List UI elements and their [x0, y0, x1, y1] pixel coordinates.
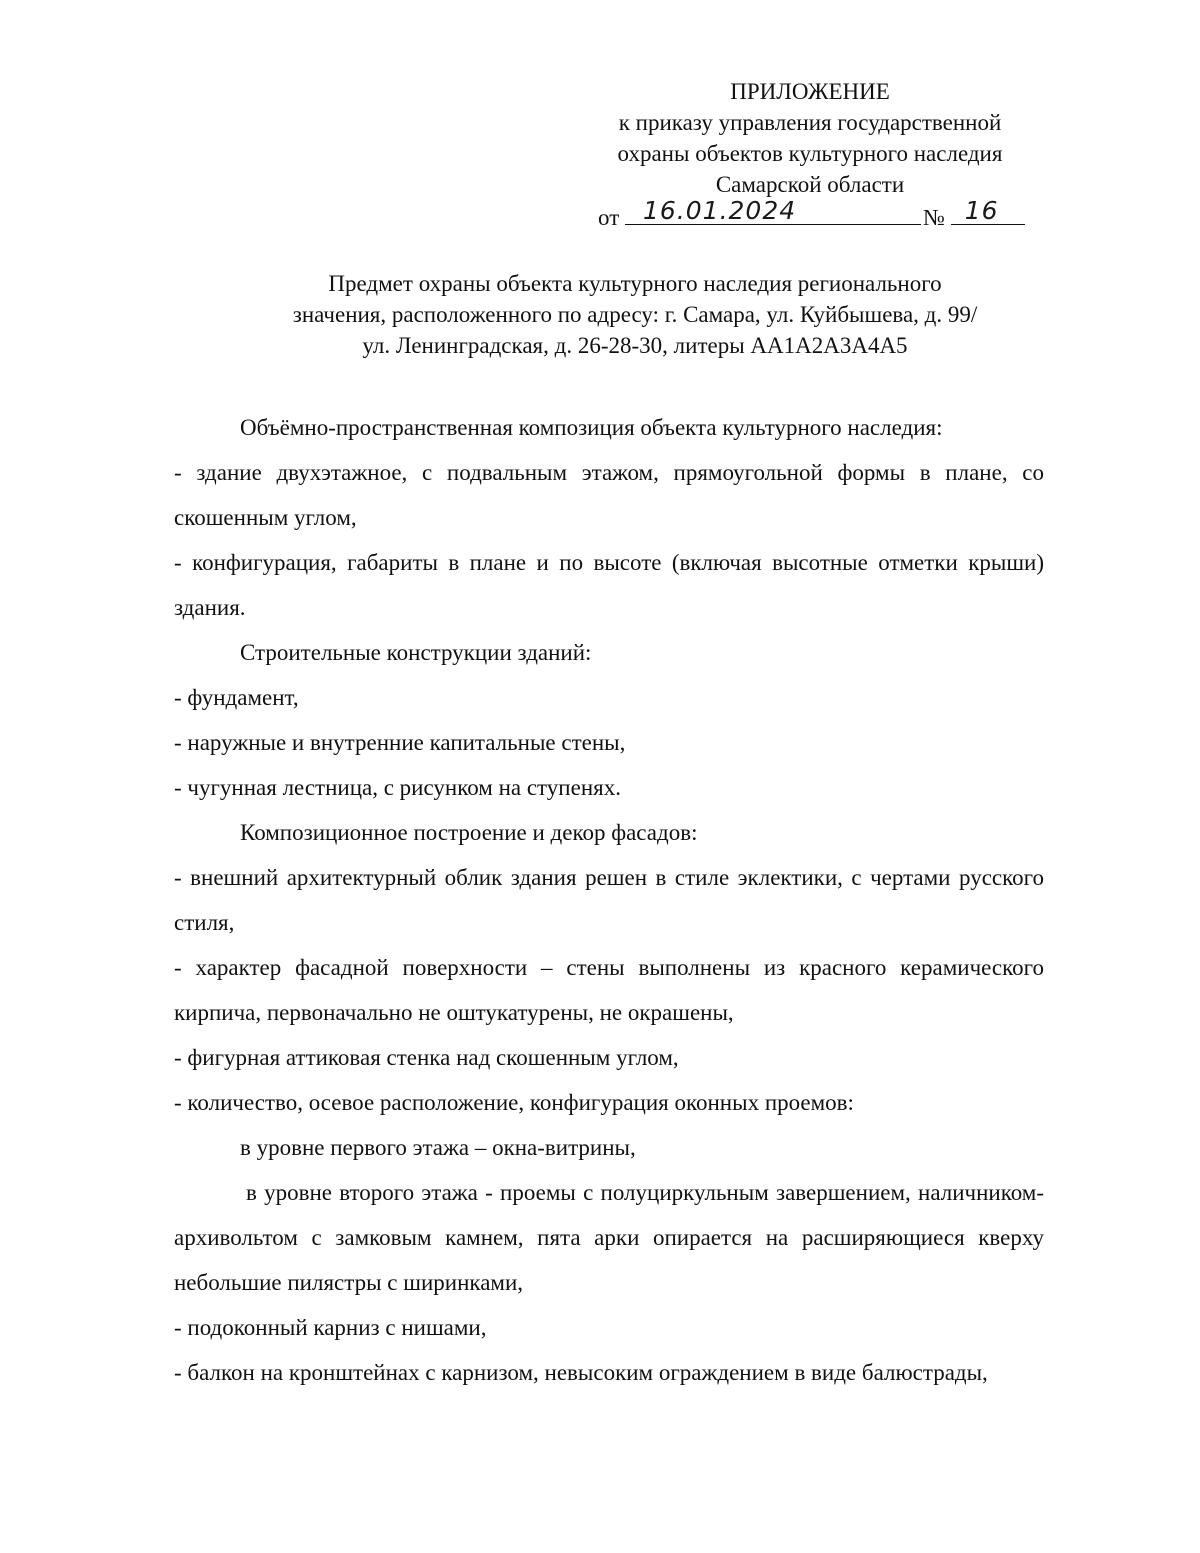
list-item: - конфигурация, габариты в плане и по высоте (включая высотные отметки крыши) здания. [174, 550, 1044, 620]
sub-item-first-floor: в уровне первого этажа – окна-витрины, [240, 1135, 636, 1160]
list-item: - внешний архитектурный облик здания решен в стиле эклектики, с чертами русского стиля, [174, 865, 1044, 935]
section-heading-facades: Композиционное построение и декор фасадов: [240, 820, 698, 845]
list-item: - подоконный карниз с нишами, [174, 1315, 487, 1340]
document-title [170, 268, 1100, 361]
number-field [951, 196, 1025, 225]
list-item: - фигурная аттиковая стенка над скошенным углом, [174, 1045, 679, 1070]
title-line-2: значения, расположенного по адресу: г. Самара, ул. Куйбышева, д. 99/ [292, 302, 978, 327]
section-heading-volume: Объёмно-пространственная композиция объекта культурного наследия: [240, 415, 943, 440]
sub-item-second-floor: в уровне второго этажа - проемы с полуциркульным завершением, наличником-архивольтом с замковым камнем, пята арки опирается на расширяющиеся кверху небольшие пилястры с ширинками, [174, 1180, 1044, 1295]
date-prefix: от [598, 205, 620, 230]
list-item: - балкон на кронштейнах с карнизом, невысоким ограждением в виде балюстрады, [174, 1360, 988, 1385]
list-item: - наружные и внутренние капитальные стены, [174, 730, 626, 755]
list-item: - количество, осевое расположение, конфигурация оконных проемов: [174, 1090, 854, 1115]
list-item: - здание двухэтажное, с подвальным этажом, прямоугольной формы в плане, со скошенным углом, [174, 460, 1044, 530]
appendix-title: ПРИЛОЖЕНИЕ [730, 79, 890, 104]
section-heading-structures: Строительные конструкции зданий: [240, 640, 592, 665]
appendix-line-2: охраны объектов культурного наследия [617, 141, 1003, 166]
number-prefix: № [923, 205, 945, 230]
handwritten-date: 16.01.2024 [643, 196, 797, 225]
list-item: - характер фасадной поверхности – стены выполнены из красного керамического кирпича, первоначально не оштукатурены, не окрашены, [174, 955, 1044, 1025]
order-date-number-line [580, 196, 1040, 231]
title-line-1: Предмет охраны объекта культурного наследия регионального [328, 271, 942, 296]
appendix-line-3: Самарской области [715, 172, 905, 197]
title-line-3: ул. Ленинградская, д. 26-28-30, литеры АА1А2А3А4А5 [362, 333, 908, 358]
appendix-header [580, 76, 1040, 231]
list-item: - чугунная лестница, с рисунком на ступенях. [174, 775, 621, 800]
date-field [625, 196, 921, 225]
list-item: - фундамент, [174, 685, 299, 710]
appendix-line-1: к приказу управления государственной [618, 110, 1002, 135]
document-body [174, 405, 1044, 1395]
handwritten-number: 16 [964, 196, 999, 225]
